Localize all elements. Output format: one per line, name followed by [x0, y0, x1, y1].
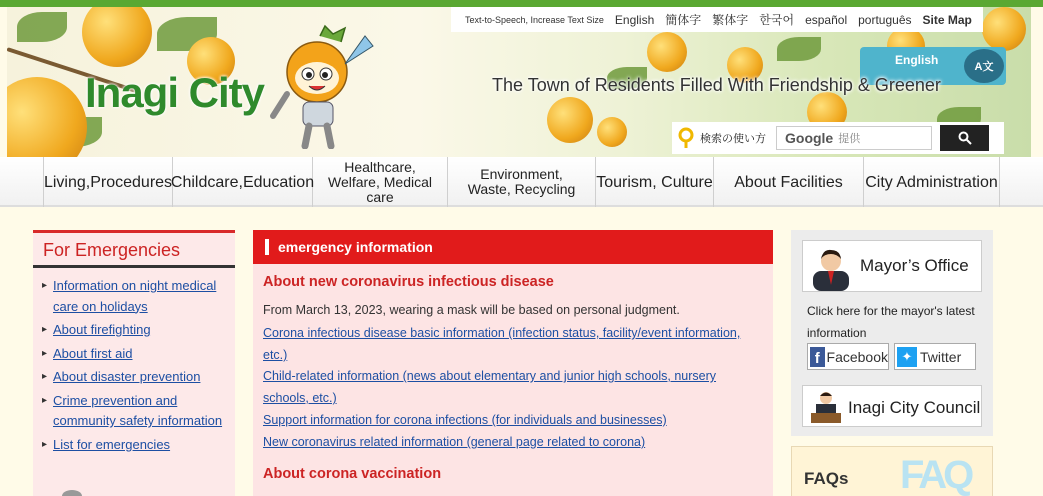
pear	[547, 97, 593, 143]
utility-bar	[451, 7, 983, 32]
translate-icon: A文	[964, 49, 1004, 83]
sidebar-title	[33, 230, 235, 268]
site-header	[7, 7, 1031, 157]
sidebar-item-label[interactable]: About disaster prevention	[53, 369, 201, 384]
faq-banner[interactable]	[791, 446, 993, 496]
sidebar-item-crime-prevention[interactable]	[42, 391, 235, 432]
sidebar-item-label[interactable]: Crime prevention and community safety information	[53, 392, 223, 428]
tagline: The Town of Residents Filled With Friendship & Greener	[492, 75, 941, 95]
language-button-label: English	[895, 53, 939, 67]
pear	[82, 7, 152, 67]
emergency-info-panel	[253, 230, 773, 496]
nav-tourism-culture[interactable]: Tourism, Culture	[596, 157, 714, 207]
search-provider-suffix: 提供	[838, 133, 861, 145]
mayor-office-title: Mayor’s Office	[860, 256, 969, 275]
link-corona-general-info[interactable]: New coronavirus related information (general page related to corona)	[263, 435, 646, 449]
mask-notice: From March 13, 2023, wearing a mask will be based on personal judgment.	[263, 303, 680, 317]
sidebar-item-label[interactable]: List for emergencies	[53, 436, 171, 452]
emergency-info-header	[253, 230, 773, 264]
search-icon	[958, 131, 972, 145]
sidebar-item-label[interactable]: About first aid	[53, 345, 133, 361]
sidebar-title-text: For Emergencies	[43, 240, 181, 260]
link-support-info[interactable]: Support information for corona infections (for individuals and businesses)	[263, 413, 667, 427]
sidebar-item-label[interactable]: About firefighting	[53, 322, 151, 337]
tts-link[interactable]: Text-to-Speech, Increase Text Size	[465, 14, 604, 25]
lang-link-spanish[interactable]: español	[805, 12, 848, 27]
sidebar-item-emergency-list[interactable]	[42, 435, 235, 456]
right-sidebar	[791, 230, 993, 436]
nav-environment-waste[interactable]: Environment, Waste, Recycling	[448, 157, 596, 207]
sidebar-item-disaster-prevention[interactable]	[42, 367, 235, 388]
nav-city-administration[interactable]: City Administration	[864, 157, 1000, 207]
facebook-icon: f	[810, 347, 825, 367]
city-council-button[interactable]	[802, 385, 982, 427]
pear	[597, 117, 627, 147]
sidebar-item-firefighting[interactable]	[42, 320, 235, 341]
search-bar	[672, 122, 1004, 154]
decorative-dot	[62, 490, 82, 496]
faq-label: FAQs	[804, 469, 849, 488]
lang-link-korean[interactable]: 한국어	[759, 13, 795, 27]
section-title-vaccination: About corona vaccination	[263, 466, 442, 482]
emergency-sidebar	[33, 230, 235, 496]
sidebar-item-night-medical[interactable]	[42, 276, 235, 317]
mayor-office-button[interactable]	[802, 240, 982, 292]
leaf	[777, 37, 821, 61]
mayor-description: Click here for the mayor's latest information	[807, 304, 975, 340]
twitter-button[interactable]	[894, 343, 976, 370]
emergency-links	[33, 268, 235, 455]
leaf	[17, 12, 67, 42]
site-logo[interactable]: Inagi City	[85, 69, 265, 116]
nav-healthcare-welfare[interactable]: Healthcare, Welfare, Medical care	[313, 157, 448, 207]
search-input[interactable]	[776, 126, 932, 150]
main-nav	[0, 157, 1043, 207]
lang-link-portuguese[interactable]: português	[858, 12, 912, 27]
twitter-label: Twitter	[920, 348, 962, 365]
lang-link-english[interactable]: English	[614, 12, 655, 27]
lang-link-traditional-chinese[interactable]: 繁体字	[712, 13, 749, 27]
sidebar-title-bar	[33, 230, 235, 233]
header-mark	[265, 239, 269, 255]
council-icon	[809, 389, 843, 425]
section-title-coronavirus: About new coronavirus infectious disease	[263, 274, 554, 290]
mascot-icon	[265, 24, 375, 149]
magnifier-icon	[672, 124, 700, 152]
facebook-label: Facebook	[826, 348, 888, 365]
search-button[interactable]	[940, 125, 989, 151]
pear	[647, 32, 687, 72]
city-council-title: Inagi City Council	[848, 398, 981, 417]
google-logo: Google	[785, 130, 834, 146]
top-stripe	[0, 0, 1043, 7]
site-map-link[interactable]: Site Map	[922, 12, 972, 27]
nav-childcare-education[interactable]: Childcare,Education	[173, 157, 313, 207]
emergency-info-title: emergency information	[278, 239, 433, 255]
sidebar-item-first-aid[interactable]	[42, 344, 235, 365]
twitter-icon: ✦	[897, 347, 917, 367]
link-corona-basic-info[interactable]: Corona infectious disease basic information (infection status, facility/event information, etc.)	[263, 326, 741, 362]
pear	[982, 7, 1026, 51]
search-howto-link[interactable]: 検索の使い方	[700, 133, 766, 145]
nav-about-facilities[interactable]: About Facilities	[714, 157, 864, 207]
faq-art: FAQ	[900, 453, 971, 496]
mayor-avatar	[809, 245, 853, 291]
sidebar-item-label[interactable]: Information on night medical care on holidays	[53, 278, 217, 314]
lang-link-simplified-chinese[interactable]: 簡体字	[665, 13, 702, 27]
facebook-button[interactable]	[807, 343, 889, 370]
link-child-related-info[interactable]: Child-related information (news about elementary and junior high schools, nursery schools, etc.)	[263, 369, 717, 405]
nav-living-procedures[interactable]: Living,Procedures	[43, 157, 173, 207]
pear	[7, 77, 87, 157]
